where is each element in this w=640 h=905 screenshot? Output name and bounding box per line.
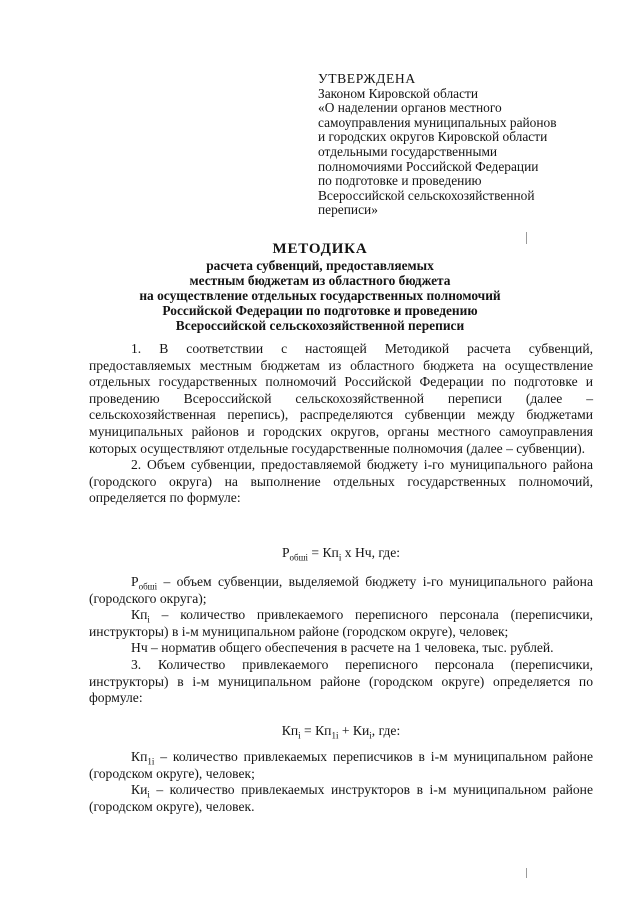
definition-nch: Нч – норматив общего обеспечения в расчете на 1 человека, тыс. рублей. (131, 640, 554, 656)
approval-line: по подготовке и проведению (318, 173, 482, 189)
approval-heading: УТВЕРЖДЕНА (318, 71, 416, 86)
approval-stamp (318, 72, 608, 218)
approval-line: полномочиями Российской Федерации (318, 158, 539, 174)
formula-1 (89, 545, 593, 562)
paragraph-1: 1. В соответствии с настоящей Методикой расчета субвенций, предоставляемых местным бюджетам из областного бюджета на осуществление отдельных государственных полномочий Российской Федерации по подготовке и проведению Всероссийской сельскохозяйственной переписи (далее – сельскохозяйственная перепись), распределяются субвенции между бюджетами муниципальных районов и городских округов, органы местного самоуправления которых осуществляют отдельные государственные полномочия (далее – субвенции). (89, 341, 593, 456)
approval-line: и городских округов Кировской области (318, 129, 548, 145)
section-2 (89, 574, 593, 707)
document-title (60, 241, 580, 333)
formula-2 (89, 723, 593, 740)
section-1 (89, 341, 593, 507)
approval-line: Всероссийской сельскохозяйственной (318, 187, 535, 203)
section-3 (89, 749, 593, 815)
definition-ki: $Ки_i$ – количество привлекаемых инструкторов в i-м муниципальном районе (городском округе), человек. (89, 782, 593, 814)
approval-line: самоуправления муниципальных районов (318, 114, 557, 130)
paragraph-3: 3. Количество привлекаемого переписного персонала (переписчики, инструкторы) в i-м муниципальном районе (городском округе) определяется по формуле: (89, 656, 593, 706)
definition-p: $Р_{обшi}$ – объем субвенции, выделяемой бюджету i-го муниципального района (городского округа); (89, 574, 593, 606)
title-line: расчета субвенций, предоставляемых (206, 258, 434, 273)
subsidy-formula: $Р_{обшi} = Кп_i$ х Нч, где: (281, 545, 401, 563)
title-line: Всероссийской сельскохозяйственной переписи (175, 318, 465, 333)
approval-line: отдельными государственными (318, 143, 498, 159)
title-line: на осуществление отдельных государственных полномочий (139, 288, 501, 303)
title-line: местным бюджетам из областного бюджета (189, 273, 451, 288)
approval-line: Законом Кировской области (318, 85, 479, 101)
staff-formula: $Кп_i = Кп_{1i} + Ки_i$, где: (281, 723, 401, 741)
paragraph-2: 2. Объем субвенции, предоставляемой бюджету i-го муниципального района (городского округа) на выполнение отдельных государственных полномочий, определяется по формуле: (89, 457, 593, 506)
definition-kp1: $Кп_{1i}$ – количество привлекаемых переписчиков в i-м муниципальном районе (городском округе), человек; (89, 749, 593, 781)
definition-kp: $Кп_i$ – количество привлекаемого переписного персонала (переписчики, инструкторы) в i-м муниципальном районе (городском округе), человек; (89, 607, 593, 639)
approval-line: «О наделении органов местного (318, 100, 502, 116)
title-main: МЕТОДИКА (272, 241, 368, 257)
approval-line: переписи» (318, 202, 378, 218)
title-line: Российской Федерации по подготовке и проведению (162, 303, 478, 318)
scan-mark (526, 868, 527, 878)
